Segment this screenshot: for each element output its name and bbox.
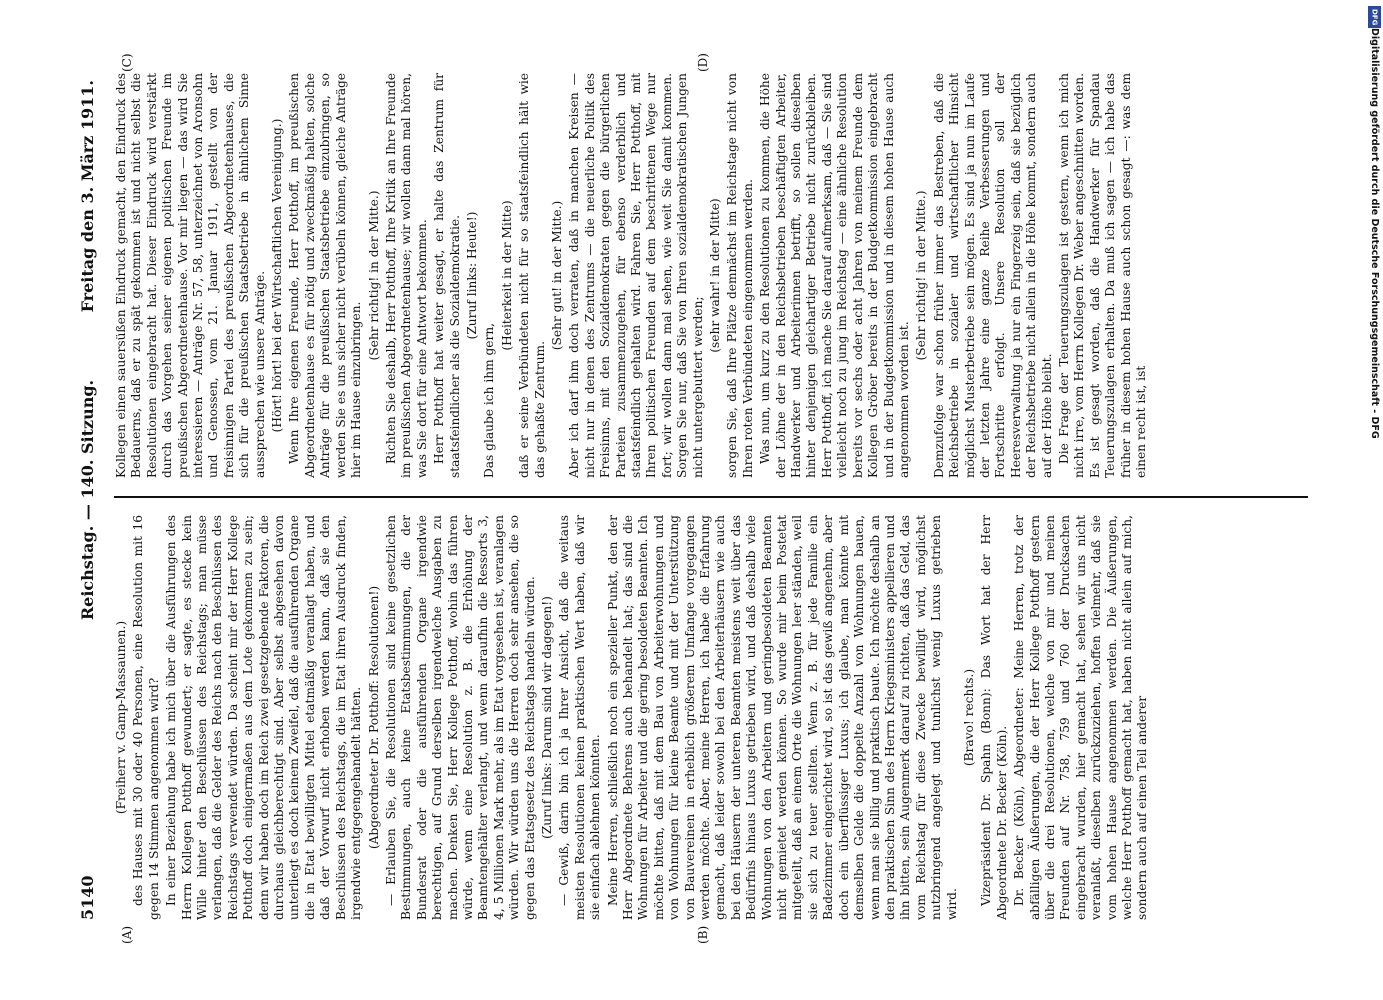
interjection: (Bravo! rechts.) (961, 668, 976, 767)
interjection: (Heiterkeit in der Mitte) (499, 200, 514, 351)
left-column (114, 515, 1308, 920)
digitization-note-text: Digitalisierung gefördert durch die Deutsche Forschungsgemeinschaft - DFG (1369, 28, 1380, 439)
paragraph: Wenn Ihre eigenen Freunde, Herr Potthoff, im preußischen Abgeordnetenhause es für nötig und zweckmäßig halten, solche Anträge für die preußischen Staatsbetriebe einzubringen, so werden Sie es uns sicher nicht verübeln können, gleiche Anträge hier im Hause einzubringen. (287, 73, 364, 478)
interjection: (Abgeordneter Dr. Potthoff: Resolutionen!) (366, 585, 381, 850)
interjection: (Sehr richtig! in der Mitte.) (914, 190, 929, 361)
dfg-logo: DFG (1368, 6, 1381, 28)
paragraph: Die Frage der Teuerungszulagen ist gestern, wenn ich mich nicht irre, vom Herrn Kollegen Dr. Weber angeschnitten worden. Es ist gesagt worden, daß die Handwerker für Spandau Teuerungszulagen erhalten. Da muß ich sagen — ich habe das früher in diesem hohen Hause auch schon gesagt —: was dem einen recht ist, ist (1056, 73, 1148, 478)
paragraph: Aber ich darf ihm doch verraten, daß in manchen Kreisen — nicht nur in denen des Zentrums — die neuerliche Politik des Freisinns, mit den Sozialdemokraten gegen die bürgerlichen Parteien zusammenzugehen, für ebenso verderblich und staatsfeindlich gehalten wird. Fahren Sie, Herr Potthoff, mit Ihren politischen Freunden auf dem beschrittenen Wege nur fort; wir wollen dann mal sehen, wie weit Sie damit kommen. Sorgen Sie nur, daß Sie von Ihren sozialdemokratischen Jungen nicht untergebuttert werden; (567, 73, 705, 478)
paragraph: Dr. Becker (Köln), Abgeordneter: Meine Herren, trotz der abfälligen Äußerungen, die der Herr Kollege Potthoff gestern über die drei Resolutionen, welche von mir und meinen Freunden auf Nr. 758, 759 und 760 der Drucksachen eingebracht wurden, hier gemacht hat, sehen wir uns nicht veranlaßt, dieselben zurückzuziehen, hoffen vielmehr, daß sie vom hohen Hause angenommen werden. Die Äußerungen, welche Herr Potthoff gemacht hat, haben nicht allein auf mich, sondern auch auf einen Teil anderer (1012, 515, 1150, 920)
paragraph: Was nun, um kurz zu den Resolutionen zu kommen, die Höhe der Löhne der in den Reichsbetrieben beschäftigten Arbeiter, Handwerker und Arbeiterinnen betrifft, so sollen dieselben hinter denjenigen gleichartiger Betriebe nicht zurückbleiben. Herr Potthoff, ich mache Sie darauf aufmerksam, daß — Sie sind vielleicht noch zu jung im Reichstag — eine ähnliche Resolution bereits vor sechs oder acht Jahren von meinem Freunde dem Kollegen Gröber bereits in der Budgetkommission eingebracht und in der Budgetkommission und in diesem hohen Hause auch angenommen worden ist. (758, 73, 911, 478)
margin-marker-b: (B) (696, 925, 710, 944)
paragraph: Demzufolge war schon früher immer das Bestreben, daß die Reichsbetriebe in sozialer und wirtschaftlicher Hinsicht möglichst Musterbetriebe sein mögen. Es sind ja nun im Laufe der letzten Jahre eine ganze Reihe Verbesserungen und Fortschritte erfolgt. Unsere Resolution soll der Heeresverwaltung ja nur ein Fingerzeig sein, daß sie bezüglich der Reichsbetriebe nicht allein in die Höhe kommt, sondern auch auf der Höhe bleibt. (931, 73, 1054, 478)
margin-marker-a: (A) (120, 925, 134, 944)
interjection: (Zuruf links: Heute!) (464, 211, 479, 340)
paragraph: In einer Beziehung habe ich mich über die Ausführungen des Herrn Kollegen Potthoff gewundert; er sagte, es stecke kein Wille hinter den Beschlüssen des Reichstags; man müsse verlangen, daß die Gelder des Reichs nach den Beschlüssen des Reichstags verwendet würden. Da scheint mir der Herr Kollege Potthoff doch einigermaßen aus dem Lote gekommen zu sein; denn wir haben doch im Reich zwei gesetzgebende Faktoren, die durchaus gleichberechtigt sind. Aber selbst abgesehen davon unterliegt es doch keinem Zweifel, daß die ausführenden Organe die in Etat bewilligten Mittel etatmäßig veranlagt haben, und daß der Vorwurf nicht erhoben werden kann, daß sie den Beschlüssen des Reichstags, die im Etat ihren Ausdruck finden, irgendwie entgegengehandelt hätten. (164, 515, 364, 920)
session-title: Reichstag. — 140. Sitzung. (78, 379, 97, 621)
interjection: (sehr wahr! in der Mitte) (708, 198, 723, 353)
paragraph: — Erlauben Sie, die Resolutionen sind keine gesetzlichen Bestimmungen, auch keine Etatsbestimmungen, die der Bundesrat oder die ausführenden Organe irgendwie berechtigen, auf Grund derselben irgendwelche Ausgaben zu machen. Denken Sie, Herr Kollege Potthoff, wohin das führen würde, wenn eine Resolution z. B. die Erhöhung der Beamtengehälter verlangt, und wenn daraufhin die Ressorts 3, 4, 5 Millionen Mark mehr, als im Etat vorgesehen ist, veranlagen würden. Wir würden uns die Herren doch sehr ansehen, die so gegen das Etatsgesetz des Reichstags handeln würden. (383, 515, 537, 920)
paragraph: Richten Sie deshalb, Herr Potthoff, Ihre Kritik an Ihre Freunde im preußischen Abgeordnetenhause; wir wollen dann mal hören, was Sie dort für eine Antwort bekommen. (383, 73, 429, 478)
interjection: (Zuruf links: Darum sind wir dagegen!) (539, 596, 554, 839)
paragraph: Kollegen einen sauersüßen Eindruck gemacht, den Eindruck des Bedauerns, daß er zu spät gekommen ist und nicht selbst die Resolutionen eingebracht hat. Dieser Eindruck wird verstärkt durch das Vorgehen seiner eigenen politischen Freunde im preußischen Abgeordnetenhause. Vor mir liegen — das wird Sie interessieren — Anträge Nr. 57, 58, unterzeichnet von Aronsohn und Genossen, vom 21. Januar 1911, gestellt von der freisinnigen Partei des preußischen Abgeordnetenhauses, die sich für die preußischen Staatsbetriebe in ähnlichem Sinne aussprechen wie unsere Anträge. (114, 73, 267, 478)
interjection: (Freiherr v. Gamp-Massaunen.) (114, 620, 128, 815)
paragraph: daß er seine Verbündeten nicht für so staatsfeindlich hält wie das gehaßte Zentrum. (517, 73, 547, 478)
paragraph: des Hauses mit 30 oder 40 Personen, eine Resolution mit 16 gegen 14 Stimmen angenommen wird? (131, 515, 161, 920)
right-column (114, 73, 1308, 478)
digitization-note (1367, 30, 1381, 970)
page-header (78, 80, 104, 920)
paragraph: Das glaube ich ihm gern, (482, 322, 497, 478)
rotated-page (56, 50, 1326, 950)
margin-marker-d: (D) (696, 53, 710, 72)
interjection: (Sehr gut! in der Mitte.) (549, 200, 564, 351)
paragraph: — Gewiß, darin bin ich ja Ihrer Ansicht, daß die weitaus meisten Resolutionen keinen praktischen Wert haben, daß wir sie einfach ablehnen könnten. (557, 515, 603, 920)
margin-marker-c: (C) (120, 53, 134, 72)
interjection: (Hört! hört! bei der Wirtschaftlichen Vereinigung.) (270, 118, 285, 433)
interjection: (Sehr richtig! in der Mitte.) (366, 190, 381, 361)
column-divider (114, 496, 1308, 498)
paragraph: sorgen Sie, daß Ihre Plätze demnächst im Reichstage nicht von Ihren roten Verbündeten eingenommen werden. (725, 73, 755, 478)
paragraph: Meine Herren, schließlich noch ein spezieller Punkt, den der Herr Abgeordnete Behrens auch behandelt hat; das sind die Wohnungen für Arbeiter und die gering besoldeten Beamten. Ich möchte bitten, daß mit dem Bau von Arbeiterwohnungen und von Wohnungen für kleine Beamte und mit der Unterstützung von Bauvereinen in erheblich größerem Umfange vorgegangen werden möchte. Aber, meine Herren, ich habe die Erfahrung gemacht, daß leider sowohl bei den Arbeiterhäusern wie auch bei den Häusern der unteren Beamten meistens weit über das Bedürfnis hinaus Luxus getrieben wird, und daß deshalb viele Wohnungen von den Arbeitern und geringbesoldeten Beamten nicht gemietet werden können. So wurde mir beim Postetat mitgeteilt, daß an einem Orte die Wohnungen leer ständen, weil sie sich zu teuer stellten. Wenn z. B. für jede Familie ein Badezimmer eingerichtet wird, so ist das gewiß angenehm, aber doch ein überflüssiger Luxus; ich glaube, man könnte mit demselben Gelde die doppelte Anzahl von Wohnungen bauen, wenn man sie billig und praktisch baute. Ich möchte deshalb an den praktischen Sinn des Herrn Kriegsministers appellieren und ihn bitten, sein Augenmerk darauf zu richten, daß das Geld, das vom Reichstag für diese Zwecke bewilligt wird, möglichst nutzbringend angelegt und tunlichst wenig Luxus getrieben wird. (605, 515, 959, 920)
page-number: 5140 (78, 875, 97, 920)
paragraph: Herr Potthoff hat weiter gesagt, er halte das Zentrum für staatsfeindlicher als die Sozialdemokratie. (432, 73, 462, 478)
paragraph: Vizepräsident Dr. Spahn (Bonn): Das Wort hat der Herr Abgeordnete Dr. Becker (Köln). (979, 515, 1009, 920)
session-date: Freitag den 3. März 1911. (78, 80, 97, 313)
